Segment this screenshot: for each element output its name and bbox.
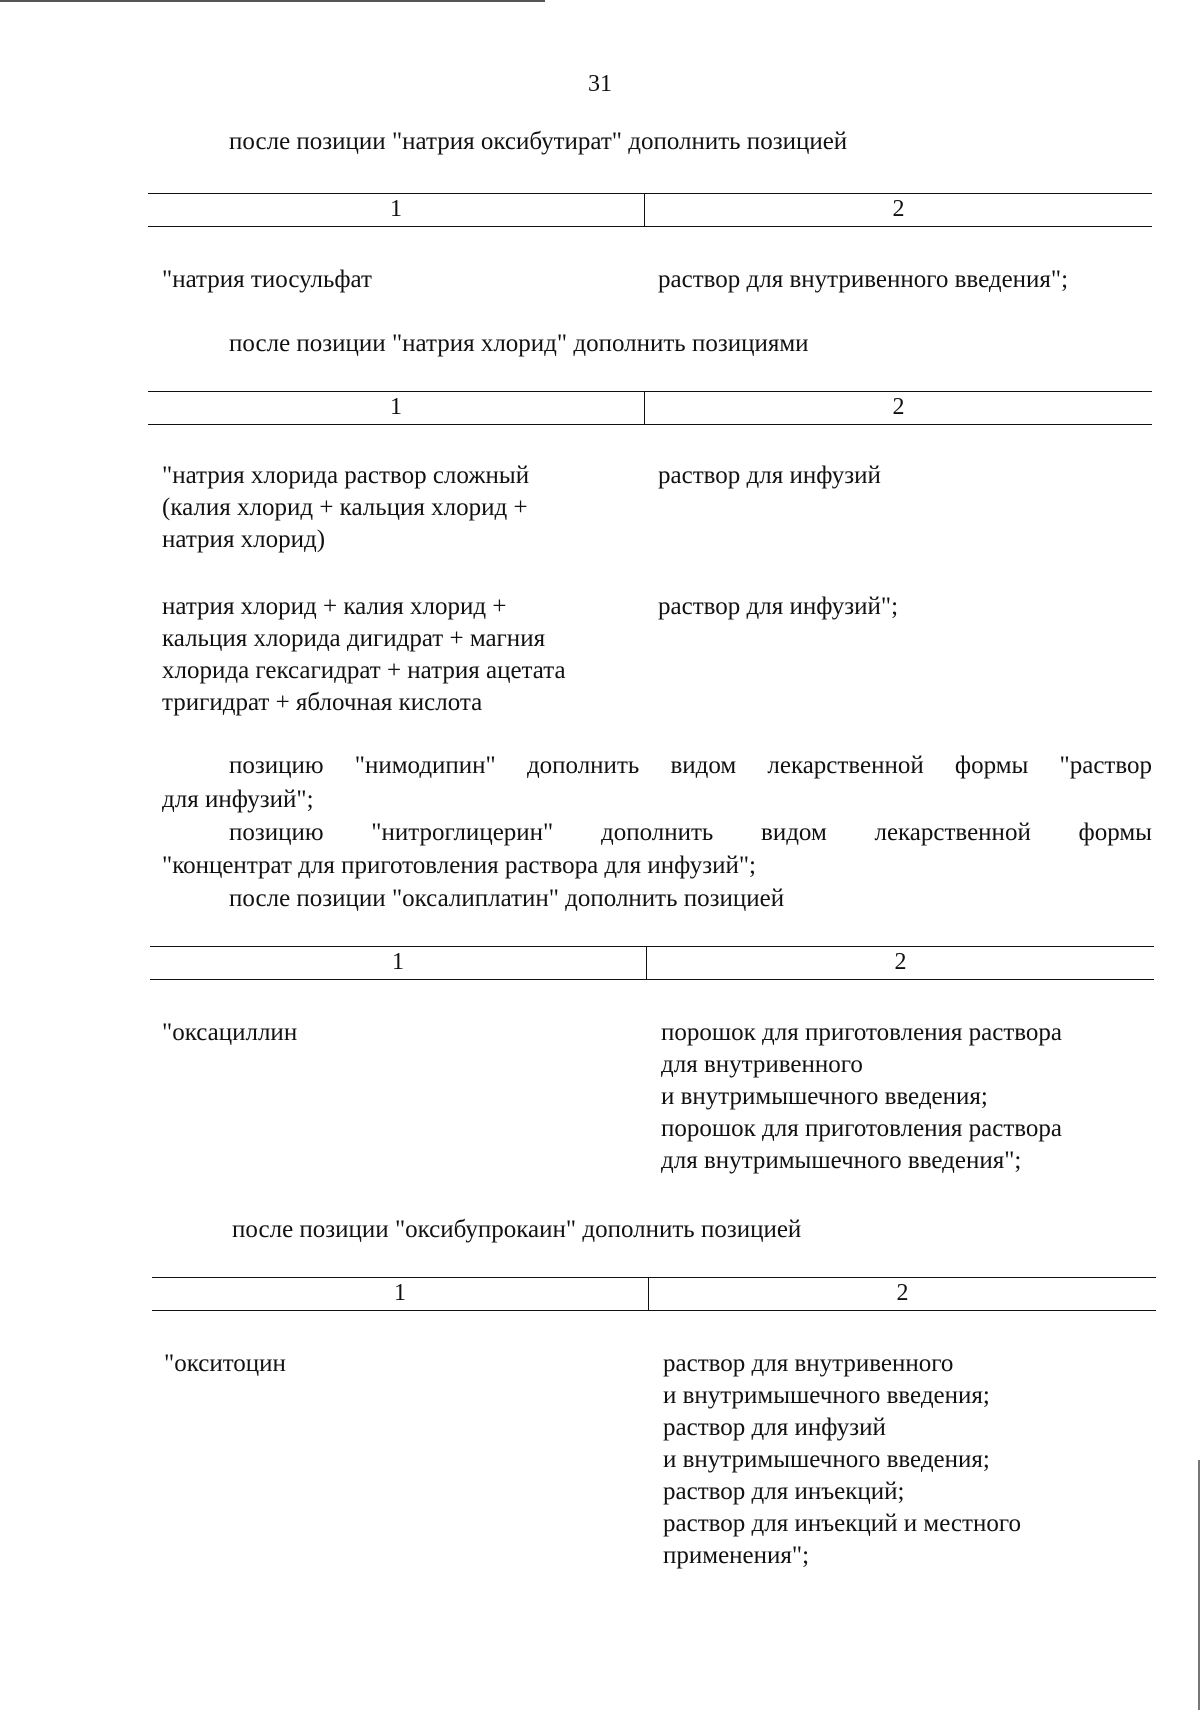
word: дополнить xyxy=(600,819,714,846)
word: "нимодипин" xyxy=(354,752,496,779)
dosage-form-line: и внутримышечного введения; xyxy=(663,1446,990,1473)
drug-name-line: кальция хлорида дигидрат + магния xyxy=(162,625,546,652)
column-2-header: 2 xyxy=(892,196,905,222)
page-number: 31 xyxy=(588,71,612,97)
column-1-header: 1 xyxy=(394,1280,406,1306)
word: "раствор xyxy=(1059,752,1152,779)
dosage-form xyxy=(663,1348,1021,1572)
dosage-form-line: раствор для внутривенного xyxy=(663,1350,954,1377)
word: "нитроглицерин" xyxy=(371,819,554,846)
instruction-text: после позиции "натрия хлорид" дополнить позициями xyxy=(229,330,809,357)
dosage-form-line: и внутримышечного введения; xyxy=(661,1083,988,1110)
instruction-text: после позиции "натрия оксибутират" дополнить позицией xyxy=(229,128,848,155)
table-header xyxy=(148,391,1152,425)
drug-name-line: тригидрат + яблочная кислота xyxy=(162,689,483,716)
dosage-form-line: порошок для приготовления раствора xyxy=(661,1019,1063,1046)
word: позицию xyxy=(229,752,324,779)
dosage-form: раствор для инфузий"; xyxy=(658,593,899,620)
word: видом xyxy=(761,819,827,846)
drug-name-line: хлорида гексагидрат + натрия ацетата xyxy=(162,657,566,684)
paragraph-line: для инфузий"; xyxy=(162,786,314,813)
dosage-form xyxy=(661,1017,1062,1177)
paragraph-line xyxy=(229,817,1152,849)
column-1-header: 1 xyxy=(390,394,402,420)
dosage-form: раствор для внутривенного введения"; xyxy=(658,266,1069,293)
dosage-form-line: применения"; xyxy=(663,1542,810,1569)
dosage-form-line: для внутримышечного введения"; xyxy=(661,1147,1022,1174)
dosage-form-line: раствор для инфузий xyxy=(663,1414,886,1441)
drug-name-line: натрия хлорид + калия хлорид + xyxy=(162,593,507,620)
table-header xyxy=(152,1277,1156,1311)
dosage-form-line: раствор для инъекций и местного xyxy=(663,1510,1021,1537)
drug-name xyxy=(162,591,566,719)
paragraph-line xyxy=(229,750,1152,782)
drug-name: "натрия тиосульфат xyxy=(162,266,372,293)
instruction-text: после позиции "оксибупрокаин" дополнить позицией xyxy=(232,1216,802,1243)
dosage-form-line: для внутривенного xyxy=(661,1051,863,1078)
table-header xyxy=(150,946,1154,980)
word: формы xyxy=(954,752,1029,779)
word: лекарственной xyxy=(767,752,924,779)
dosage-form: раствор для инфузий xyxy=(658,462,881,489)
column-1-header: 1 xyxy=(390,196,402,222)
drug-name-line: (калия хлорид + кальция хлорид + xyxy=(162,494,528,521)
drug-name: "окситоцин xyxy=(164,1350,286,1377)
word: дополнить xyxy=(526,752,640,779)
drug-name: "оксациллин xyxy=(162,1019,298,1046)
dosage-form-line: порошок для приготовления раствора xyxy=(661,1115,1063,1142)
dosage-form-line: раствор для инъекций; xyxy=(663,1478,905,1505)
drug-name xyxy=(162,460,529,556)
drug-name-line: натрия хлорид) xyxy=(162,526,326,553)
table-header xyxy=(148,193,1152,227)
scan-edge-line xyxy=(0,0,545,2)
word: лекарственной xyxy=(874,819,1031,846)
column-2-header: 2 xyxy=(894,949,907,975)
column-2-header: 2 xyxy=(896,1280,909,1306)
drug-name-line: "натрия хлорида раствор сложный xyxy=(162,462,530,489)
column-2-header: 2 xyxy=(892,394,905,420)
dosage-form-line: и внутримышечного введения; xyxy=(663,1382,990,1409)
word: формы xyxy=(1078,819,1152,846)
word: видом xyxy=(670,752,737,779)
instruction-text: после позиции "оксалиплатин" дополнить позицией xyxy=(229,885,785,912)
column-1-header: 1 xyxy=(392,949,404,975)
word: позицию xyxy=(229,819,324,846)
paragraph-line: "концентрат для приготовления раствора для инфузий"; xyxy=(162,852,756,879)
